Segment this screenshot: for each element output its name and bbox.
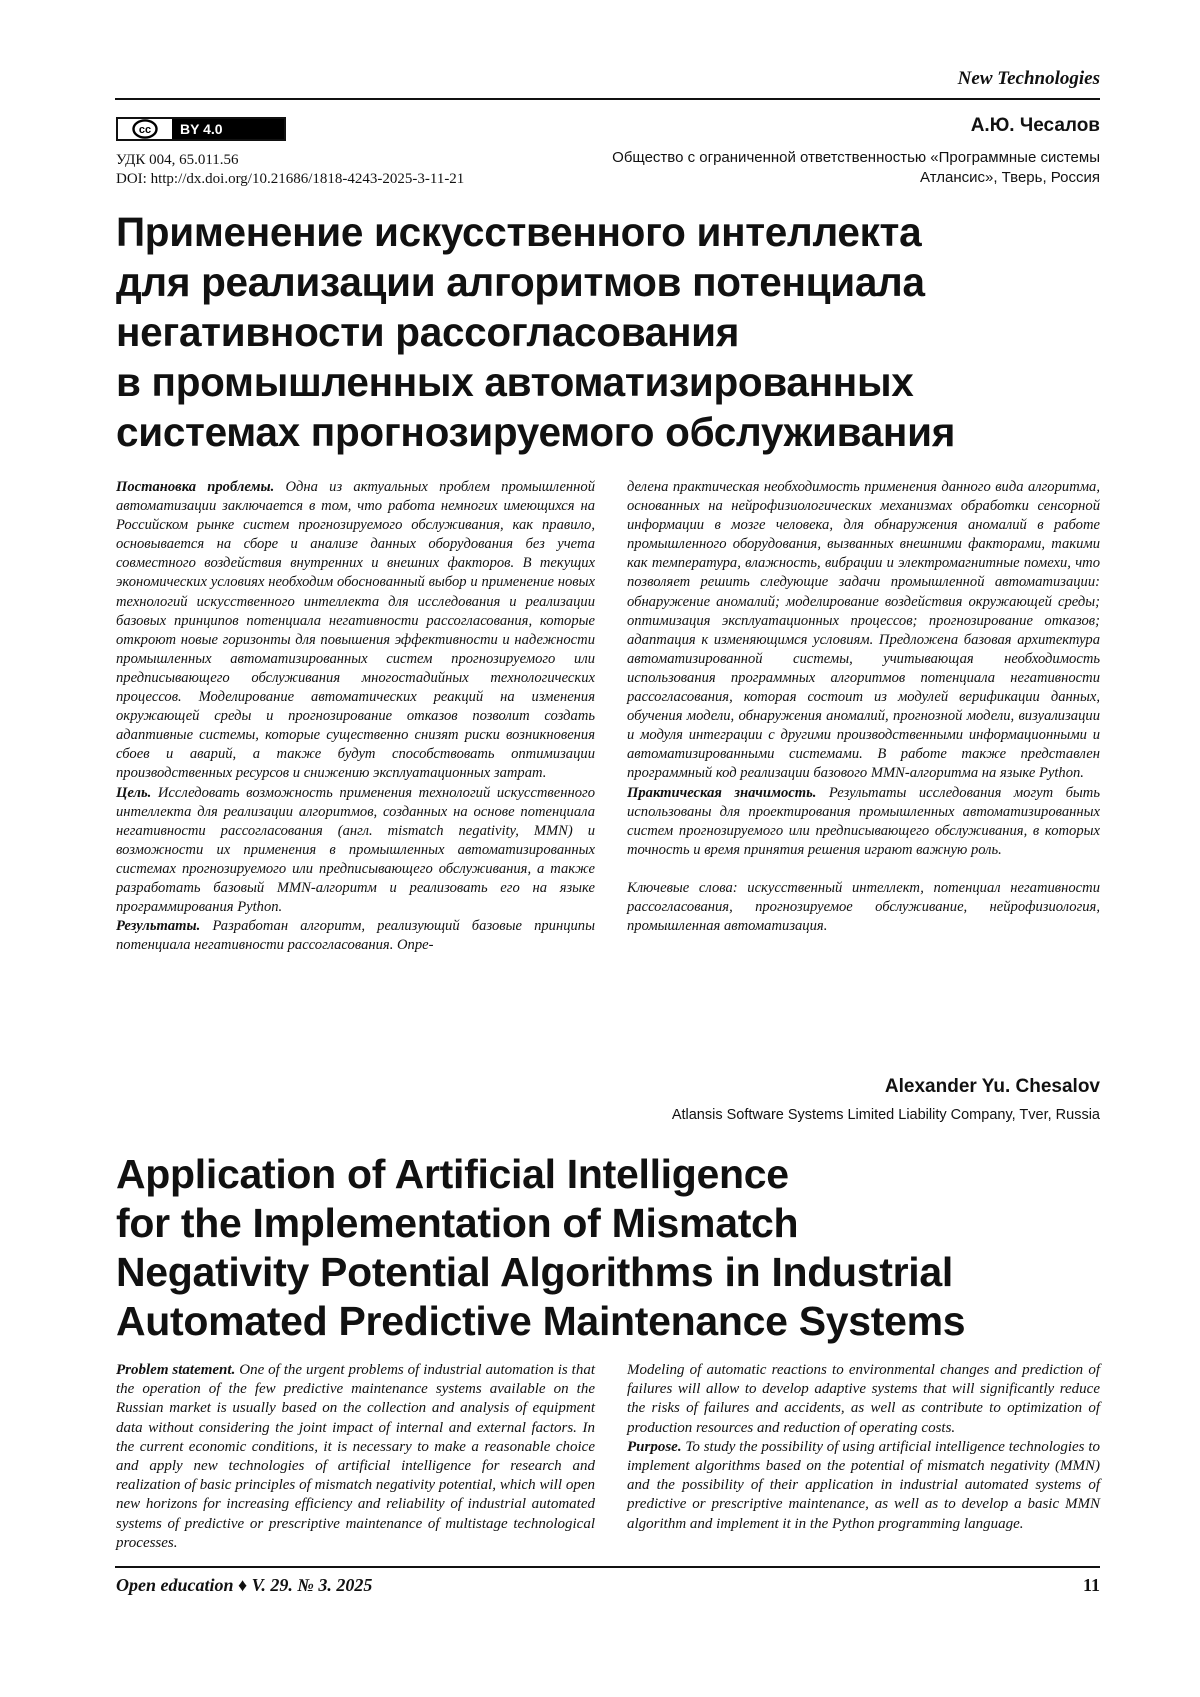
doi-link[interactable]: DOI: http://dx.doi.org/10.21686/1818-4243-2025-3-11-21 bbox=[116, 171, 464, 188]
page-number: 11 bbox=[1000, 1575, 1100, 1596]
problem-text: Одна из актуальных проблем промышленной автоматизации заключается в том, что работа немногих имеющихся на Российском рынке систем прогнозируемого обслуживания, как правило, основывается на сборе и анализе данных оборудования без учета совместного воздействия внутренних и внешних факторов. В текущих экономических условиях необходим обоснованный выбор и применение новых технологий искусственного интеллекта для исследования и реализации базовых принципов потенциала негативности рассогласования, которые откроют новые горизонты для повышения эффективности и надежности промышленных автоматизированных систем прогнозируемого или предписывающего обслуживания многостадийных технологических процессов. Моделирование автоматических реакций на изменения окружающей среды и прогнозирование отказов позволит создать адаптивные системы, которые существенно снизят риски возникновения сбоев и аварий, а также будут способствовать оптимизации производственных ресурсов и снижению эксплуатационных затрат. bbox=[116, 479, 595, 781]
title-ru bbox=[116, 207, 1106, 457]
purpose-text-en: To study the possibility of using artificial intelligence technologies to implement algorithms based on the potential of mismatch negativity (MMN) and the possibility of their application in industrial automated systems of predictive or prescriptive maintenance, as well as to develop a basic MMN algorithm and implement it in the Python programming language. bbox=[627, 1439, 1100, 1532]
title-en bbox=[116, 1150, 1106, 1346]
problem-text-en-continued: Modeling of automatic reactions to environmental changes and prediction of failures will allow to develop adaptive systems that will significantly reduce the risks of failures and accidents, as well as contribute to optimization of production resources and reduction of operating costs. bbox=[627, 1362, 1100, 1436]
license-label: BY 4.0 bbox=[172, 119, 284, 139]
license-badge[interactable] bbox=[116, 117, 286, 141]
creative-commons-icon bbox=[118, 119, 172, 139]
abstract-ru-column-left bbox=[116, 478, 595, 955]
abstract-paragraph bbox=[116, 917, 595, 955]
problem-text-en-start: One of the urgent problems of industrial automation is that the operation of the few predictive maintenance systems available on the Russian market is usually based on the collection and analysis of equipment data without considering the joint impact of internal and external factors. In the current economic conditions, it is necessary to make a reasonable choice and apply new technologies of artificial intelligence for research and realization of basic principles of mismatch negativity potential, which will open new horizons for increasing efficiency and reliability of industrial automated systems of predictive or prescriptive maintenance of multistage technological processes. bbox=[116, 1362, 595, 1551]
purpose-label: Цель. bbox=[116, 785, 151, 801]
abstract-paragraph bbox=[627, 1361, 1100, 1438]
purpose-label-en: Purpose. bbox=[627, 1439, 682, 1455]
results-text-start: Разработан алгоритм, реализующий базовые принципы потенциала негативности рассогласования. Опре- bbox=[116, 918, 595, 953]
cc-logo-text: cc bbox=[139, 124, 151, 136]
abstract-paragraph bbox=[116, 784, 595, 918]
abstract-en-column-left bbox=[116, 1361, 595, 1553]
abstract-paragraph bbox=[116, 1361, 595, 1553]
udc-code: УДК 004, 65.011.56 bbox=[116, 152, 239, 169]
title-line: Application of Artificial Intelligence bbox=[116, 1150, 1106, 1199]
problem-label-en: Problem statement. bbox=[116, 1362, 235, 1378]
title-line: негативности рассогласования bbox=[116, 307, 1106, 357]
abstract-paragraph bbox=[627, 1438, 1100, 1534]
abstract-paragraph bbox=[116, 478, 595, 784]
author-en: Alexander Yu. Chesalov bbox=[700, 1076, 1100, 1098]
section-label: New Technologies bbox=[930, 68, 1100, 90]
results-label: Результаты. bbox=[116, 918, 200, 934]
journal-footer: Open education ♦ V. 29. № 3. 2025 bbox=[116, 1575, 372, 1596]
title-line: Применение искусственного интеллекта bbox=[116, 207, 1106, 257]
bottom-divider bbox=[115, 1566, 1100, 1568]
significance-text: Результаты исследования могут быть использованы для проектирования промышленных автоматизированных систем прогнозируемого или предписывающего обслуживания, в которых точность и время принятия решения играют важную роль. bbox=[627, 785, 1100, 858]
abstract-en-column-right bbox=[627, 1361, 1100, 1534]
results-text-continued: делена практическая необходимость применения данного вида алгоритма, основанных на нейрофизиологических механизмах обработки сенсорной информации в мозге человека, для обнаружения аномалий в работе промышленного оборудования, вызванных внешними факторами, такими как температура, влажность, вибрации и электромагнитные помехи, что позволяет решить следующие задачи промышленной автоматизации: обнаружение аномалий; моделирование воздействия окружающей среды; оптимизация эксплуатационных процессов; прогнозирование отказов; адаптация к изменяющимся условиям. Предложена базовая архитектура автоматизированной системы, учитывающая необходимость использования программных алгоритмов потенциала негативности рассогласования, которая состоит из модулей верификации данных, обучения модели, обнаружения аномалий, прогнозной модели, визуализации и модуля интеграции с другими производственными информационными и автоматизированными системами. В работе также представлен программный код реализации базового MMN-алгоритма на языке Python. bbox=[627, 479, 1100, 781]
problem-label: Постановка проблемы. bbox=[116, 479, 274, 495]
title-line: Negativity Potential Algorithms in Industrial bbox=[116, 1248, 1106, 1297]
title-line: for the Implementation of Mismatch bbox=[116, 1199, 1106, 1248]
abstract-ru-column-right bbox=[627, 478, 1100, 936]
abstract-paragraph bbox=[627, 784, 1100, 860]
affiliation-ru-line: Общество с ограниченной ответственностью «Программные системы bbox=[540, 148, 1100, 168]
title-line: для реализации алгоритмов потенциала bbox=[116, 257, 1106, 307]
significance-label: Практическая значимость. bbox=[627, 785, 816, 801]
title-line: Automated Predictive Maintenance Systems bbox=[116, 1297, 1106, 1346]
affiliation-ru bbox=[540, 148, 1100, 188]
keywords-ru: Ключевые слова: искусственный интеллект, потенциал негативности рассогласования, прогнозируемое обслуживание, нейрофизиология, промышленная автоматизация. bbox=[627, 879, 1100, 936]
purpose-text: Исследовать возможность применения технологий искусственного интеллекта для реализации алгоритмов, созданных на основе потенциала негативности рассогласования (англ. mismatch negativity, MMN) и возможности их применения в промышленных автоматизированных системах прогнозируемого или предписывающего обслуживания, а также разработать базовый MMN-алгоритм и реализовать его на языке программирования Python. bbox=[116, 785, 595, 916]
author-ru: А.Ю. Чесалов bbox=[700, 115, 1100, 137]
top-divider bbox=[115, 98, 1100, 100]
affiliation-ru-line: Атлансис», Тверь, Россия bbox=[540, 168, 1100, 188]
affiliation-en: Atlansis Software Systems Limited Liability Company, Tver, Russia bbox=[500, 1107, 1100, 1123]
abstract-paragraph bbox=[627, 478, 1100, 784]
title-line: в промышленных автоматизированных bbox=[116, 357, 1106, 407]
title-line: системах прогнозируемого обслуживания bbox=[116, 407, 1106, 457]
